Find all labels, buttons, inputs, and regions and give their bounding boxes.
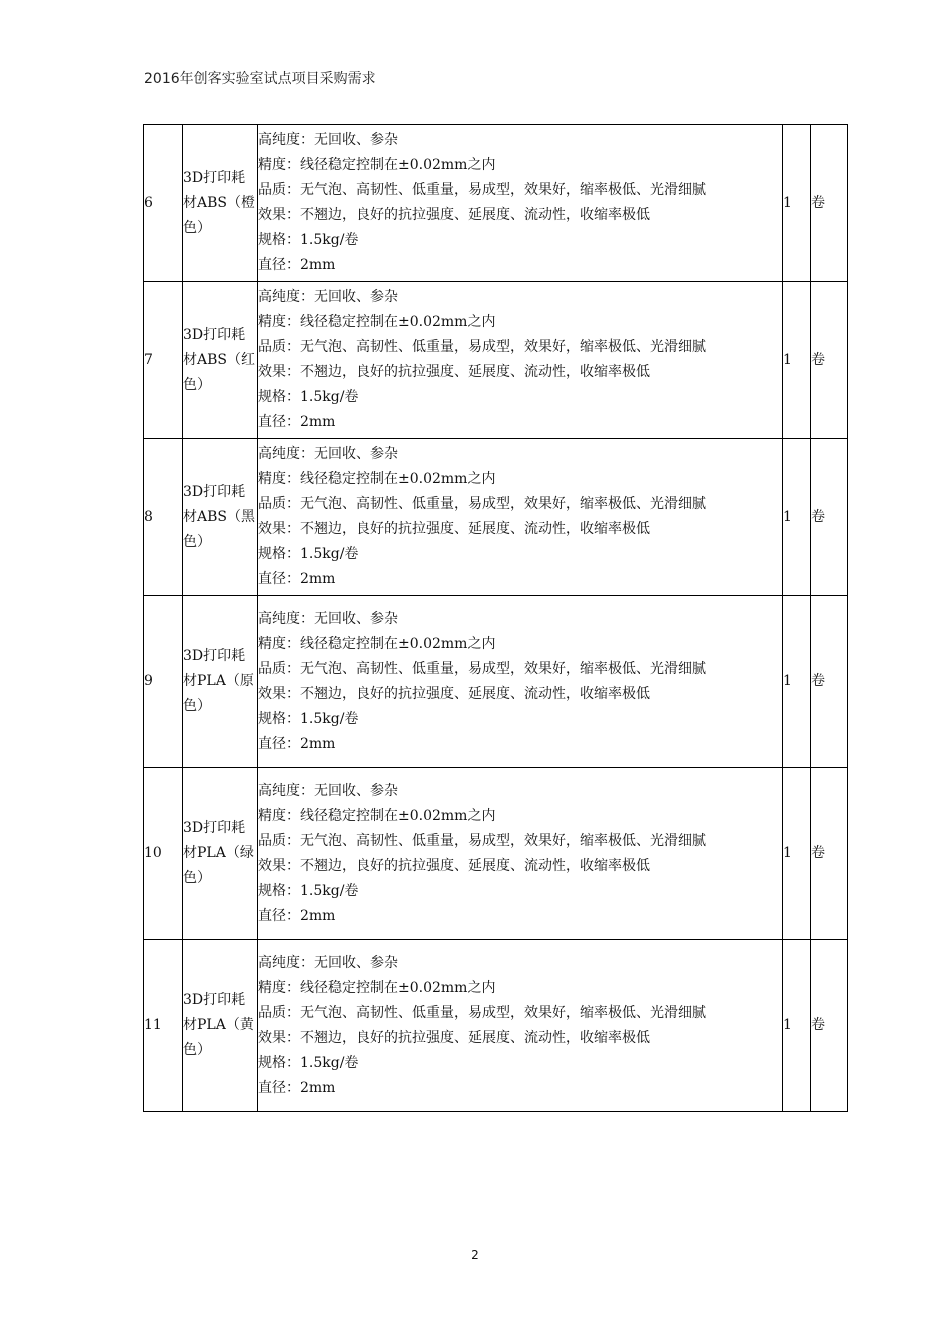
- item-spec: [258, 282, 783, 439]
- item-unit: 卷: [811, 596, 848, 768]
- item-unit: 卷: [811, 282, 848, 439]
- item-unit: 卷: [811, 439, 848, 596]
- item-number: 8: [144, 439, 183, 596]
- spec-line: 规格：1.5kg/卷: [258, 546, 359, 562]
- item-name: 3D打印耗材PLA（绿色）: [183, 768, 258, 940]
- item-spec: [258, 940, 783, 1112]
- spec-line: 效果：不翘边，良好的抗拉强度、延展度、流动性，收缩率极低: [258, 207, 650, 223]
- item-spec: [258, 768, 783, 940]
- table-row: [144, 768, 848, 940]
- table-row: [144, 596, 848, 768]
- spec-line: 直径：2mm: [258, 257, 336, 273]
- item-spec: [258, 596, 783, 768]
- item-quantity: 1: [783, 768, 811, 940]
- item-number: 11: [144, 940, 183, 1112]
- page-header: 2016年创客实验室试点项目采购需求: [144, 71, 376, 87]
- item-name: 3D打印耗材ABS（红色）: [183, 282, 258, 439]
- item-quantity: 1: [783, 125, 811, 282]
- item-number: 6: [144, 125, 183, 282]
- spec-line: 品质：无气泡、高韧性、低重量，易成型，效果好，缩率极低、光滑细腻: [258, 660, 706, 677]
- item-spec: [258, 125, 783, 282]
- spec-line: 直径：2mm: [258, 1079, 336, 1096]
- item-name: 3D打印耗材ABS（黑色）: [183, 439, 258, 596]
- page-number: 2: [471, 1248, 479, 1262]
- spec-line: 直径：2mm: [258, 414, 336, 430]
- spec-line: 直径：2mm: [258, 735, 336, 752]
- spec-line: 高纯度：无回收、参杂: [258, 289, 398, 305]
- spec-line: 直径：2mm: [258, 571, 336, 587]
- item-name: 3D打印耗材PLA（黄色）: [183, 940, 258, 1112]
- spec-line: 品质：无气泡、高韧性、低重量，易成型，效果好，缩率极低、光滑细腻: [258, 182, 706, 198]
- table-row: [144, 940, 848, 1112]
- procurement-table: [143, 124, 848, 1112]
- spec-line: 精度：线径稳定控制在±0.02mm之内: [258, 979, 496, 996]
- spec-line: 品质：无气泡、高韧性、低重量，易成型，效果好，缩率极低、光滑细腻: [258, 1004, 706, 1021]
- spec-line: 精度：线径稳定控制在±0.02mm之内: [258, 314, 496, 330]
- item-unit: 卷: [811, 940, 848, 1112]
- spec-line: 精度：线径稳定控制在±0.02mm之内: [258, 635, 496, 652]
- spec-line: 高纯度：无回收、参杂: [258, 782, 398, 799]
- item-name: 3D打印耗材PLA（原色）: [183, 596, 258, 768]
- spec-line: 规格：1.5kg/卷: [258, 710, 359, 727]
- spec-line: 高纯度：无回收、参杂: [258, 610, 398, 627]
- spec-line: 效果：不翘边，良好的抗拉强度、延展度、流动性，收缩率极低: [258, 521, 650, 537]
- item-quantity: 1: [783, 439, 811, 596]
- spec-line: 规格：1.5kg/卷: [258, 1054, 359, 1071]
- item-quantity: 1: [783, 940, 811, 1112]
- spec-line: 规格：1.5kg/卷: [258, 232, 359, 248]
- spec-line: 品质：无气泡、高韧性、低重量，易成型，效果好，缩率极低、光滑细腻: [258, 496, 706, 512]
- table-row: [144, 282, 848, 439]
- spec-line: 高纯度：无回收、参杂: [258, 132, 398, 148]
- spec-line: 效果：不翘边，良好的抗拉强度、延展度、流动性，收缩率极低: [258, 1029, 650, 1046]
- item-name: 3D打印耗材ABS（橙色）: [183, 125, 258, 282]
- spec-line: 直径：2mm: [258, 907, 336, 924]
- spec-line: 规格：1.5kg/卷: [258, 389, 359, 405]
- item-number: 9: [144, 596, 183, 768]
- item-number: 10: [144, 768, 183, 940]
- spec-line: 精度：线径稳定控制在±0.02mm之内: [258, 471, 496, 487]
- spec-line: 效果：不翘边，良好的抗拉强度、延展度、流动性，收缩率极低: [258, 364, 650, 380]
- item-number: 7: [144, 282, 183, 439]
- spec-line: 高纯度：无回收、参杂: [258, 446, 398, 462]
- item-quantity: 1: [783, 282, 811, 439]
- spec-line: 高纯度：无回收、参杂: [258, 954, 398, 971]
- table-row: [144, 125, 848, 282]
- spec-line: 品质：无气泡、高韧性、低重量，易成型，效果好，缩率极低、光滑细腻: [258, 339, 706, 355]
- spec-line: 效果：不翘边，良好的抗拉强度、延展度、流动性，收缩率极低: [258, 857, 650, 874]
- item-quantity: 1: [783, 596, 811, 768]
- item-unit: 卷: [811, 768, 848, 940]
- item-spec: [258, 439, 783, 596]
- spec-line: 规格：1.5kg/卷: [258, 882, 359, 899]
- spec-line: 品质：无气泡、高韧性、低重量，易成型，效果好，缩率极低、光滑细腻: [258, 832, 706, 849]
- spec-line: 精度：线径稳定控制在±0.02mm之内: [258, 807, 496, 824]
- item-unit: 卷: [811, 125, 848, 282]
- spec-line: 精度：线径稳定控制在±0.02mm之内: [258, 157, 496, 173]
- spec-line: 效果：不翘边，良好的抗拉强度、延展度、流动性，收缩率极低: [258, 685, 650, 702]
- table-row: [144, 439, 848, 596]
